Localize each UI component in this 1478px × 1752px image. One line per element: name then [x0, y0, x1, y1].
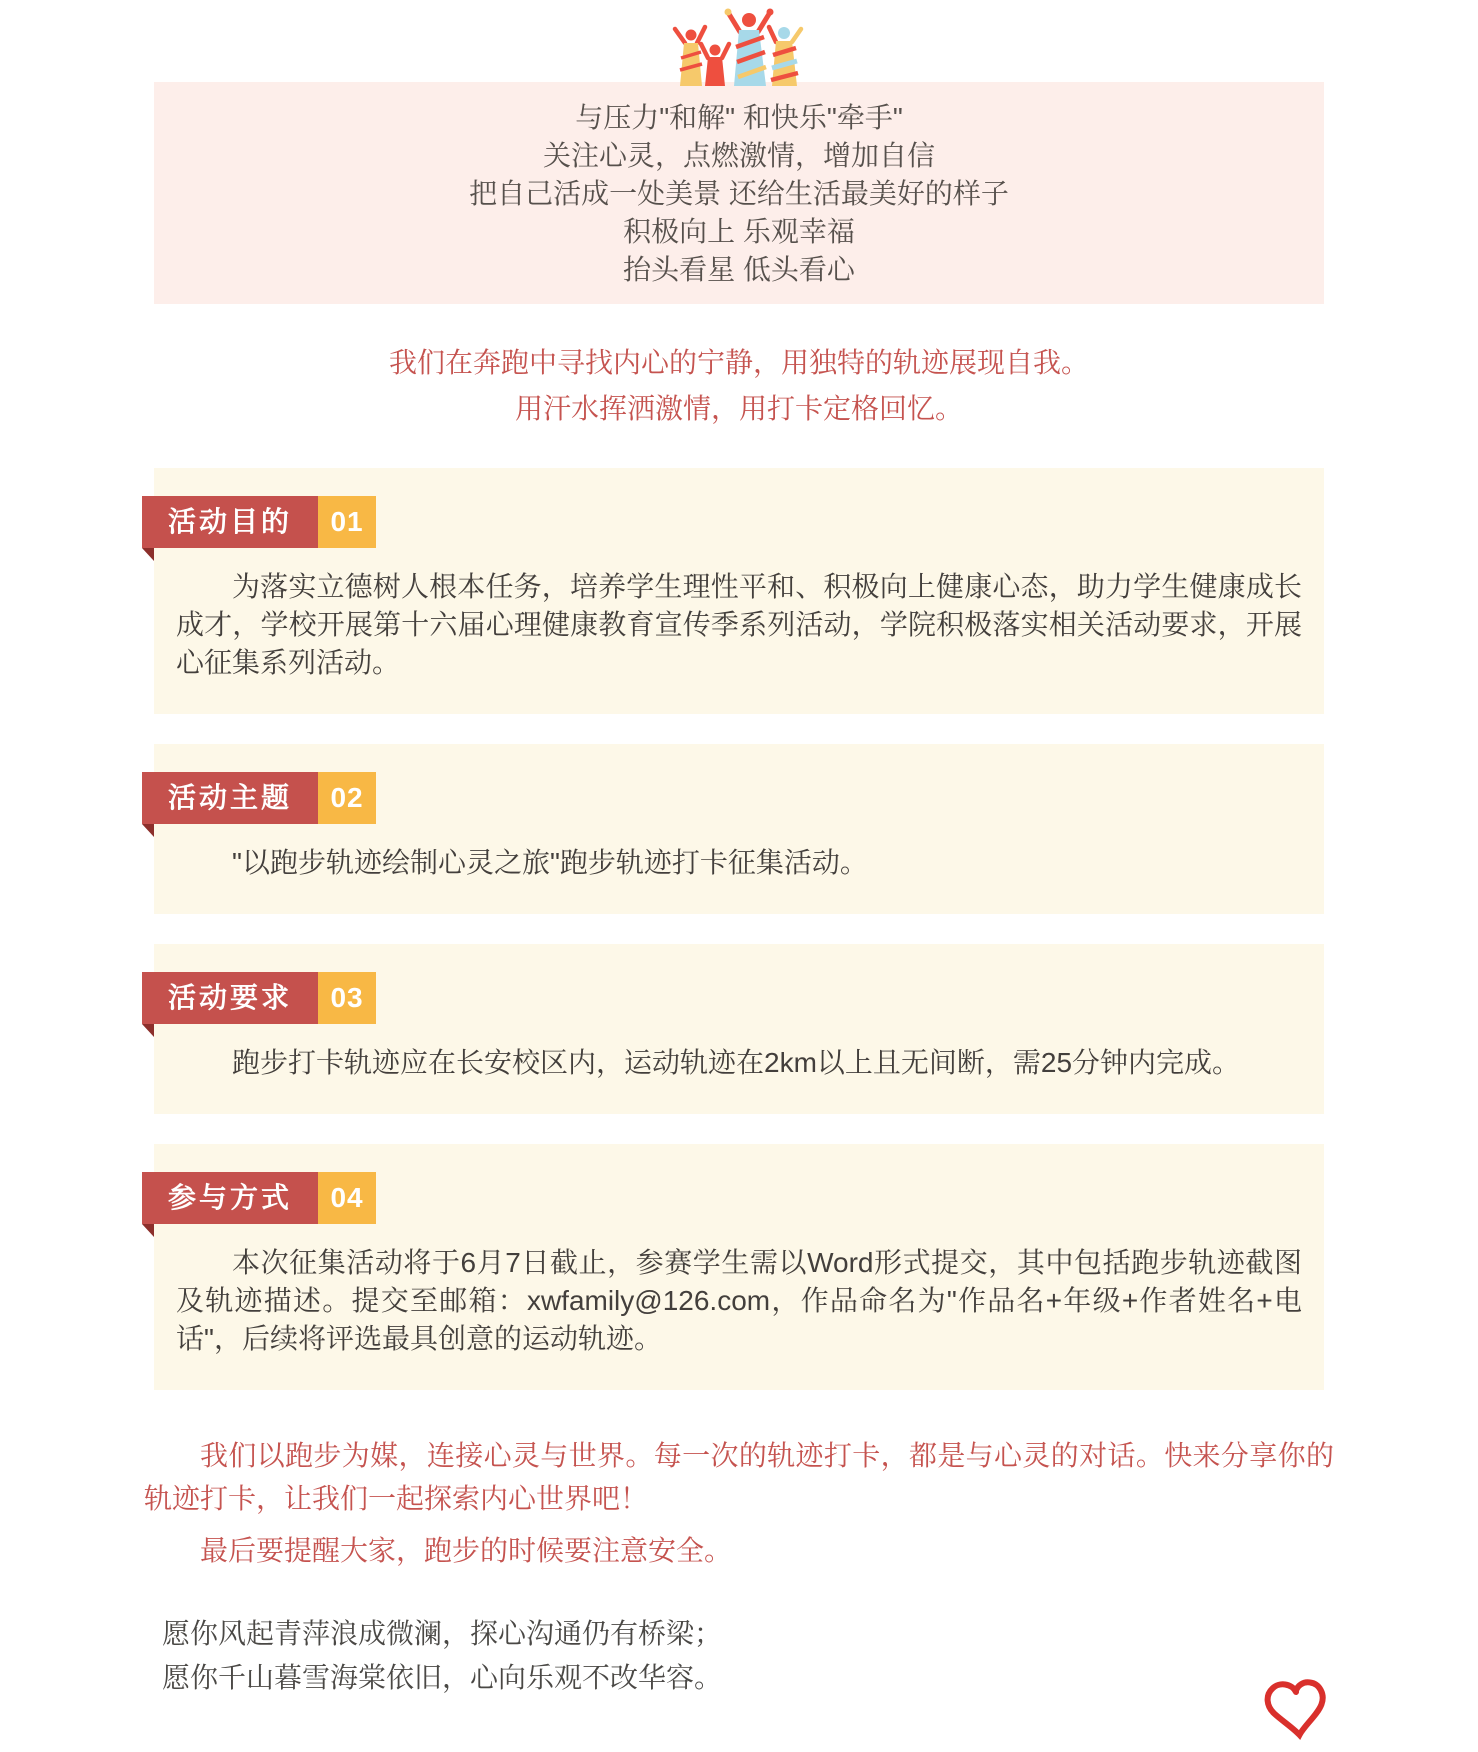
- tagline-line-3: 把自己活成一处美景 还给生活最美好的样子: [469, 178, 1009, 209]
- wish-lines: [162, 1612, 1324, 1700]
- celebration-people-illustration: [654, 6, 824, 86]
- hero-tagline-box: [154, 82, 1324, 304]
- section-header-ribbon: [142, 772, 376, 824]
- section-paragraph: 本次征集活动将于6月7日截止，参赛学生需以Word形式提交，其中包括跑步轨迹截图及轨迹描述。提交至邮箱：xwfamily@126.com，作品命名为"作品名+年级+作者姓名+电话"，后续将评选最具创意的运动轨迹。: [176, 1247, 1302, 1354]
- section-paragraph: 为落实立德树人根本任务，培养学生理性平和、积极向上健康心态，助力学生健康成长成才，学校开展第十六届心理健康教育宣传季系列活动，学院积极落实相关活动要求，开展心征集系列活动。: [176, 571, 1302, 678]
- section-number-badge: 02: [318, 772, 376, 824]
- section-activity-purpose: [154, 468, 1324, 714]
- tagline-line-2: 关注心灵，点燃激情，增加自信: [542, 140, 935, 171]
- tagline-line-4: 积极向上 乐观幸福: [623, 216, 855, 247]
- section-title: 活动目的: [142, 496, 318, 548]
- section-header-ribbon: [142, 1172, 376, 1224]
- poster-page: [0, 6, 1478, 1700]
- section-header-ribbon: [142, 972, 376, 1024]
- ribbon-fold: [142, 1224, 154, 1237]
- ribbon-fold: [142, 1024, 154, 1037]
- ribbon-fold: [142, 824, 154, 837]
- section-number-badge: 04: [318, 1172, 376, 1224]
- section-paragraph: "以跑步轨迹绘制心灵之旅"跑步轨迹打卡征集活动。: [232, 847, 868, 878]
- section-number-badge: 01: [318, 496, 376, 548]
- closing-red-paragraph-2: 最后要提醒大家，跑步的时候要注意安全。: [200, 1535, 733, 1566]
- section-participation-method: [154, 1144, 1324, 1390]
- tagline-line-1: 与压力"和解" 和快乐"牵手": [575, 102, 903, 133]
- intro-line-2: 用汗水挥洒激情，用打卡定格回忆。: [514, 393, 963, 424]
- closing-block: [144, 1434, 1334, 1700]
- section-activity-requirements: [154, 944, 1324, 1114]
- intro-line-1: 我们在奔跑中寻找内心的宁静，用独特的轨迹展现自我。: [388, 347, 1089, 378]
- section-number-badge: 03: [318, 972, 376, 1024]
- section-paragraph: 跑步打卡轨迹应在长安校区内，运动轨迹在2km以上且无间断，需25分钟内完成。: [232, 1047, 1241, 1078]
- section-header-ribbon: [142, 496, 376, 548]
- section-title: 活动要求: [142, 972, 318, 1024]
- ribbon-fold: [142, 548, 154, 561]
- heart-icon: [1259, 1675, 1336, 1748]
- wish-line-1: 愿你风起青萍浪成微澜，探心沟通仍有桥梁；: [162, 1618, 723, 1649]
- tagline-line-5: 抬头看星 低头看心: [623, 254, 855, 285]
- section-title: 参与方式: [142, 1172, 318, 1224]
- section-activity-theme: [154, 744, 1324, 914]
- closing-red-paragraph-1: 我们以跑步为媒，连接心灵与世界。每一次的轨迹打卡，都是与心灵的对话。快来分享你的轨迹打卡，让我们一起探索内心世界吧！: [144, 1440, 1334, 1514]
- section-title: 活动主题: [142, 772, 318, 824]
- intro-text: [154, 340, 1324, 432]
- wish-line-2: 愿你千山暮雪海棠依旧，心向乐观不改华容。: [162, 1662, 723, 1693]
